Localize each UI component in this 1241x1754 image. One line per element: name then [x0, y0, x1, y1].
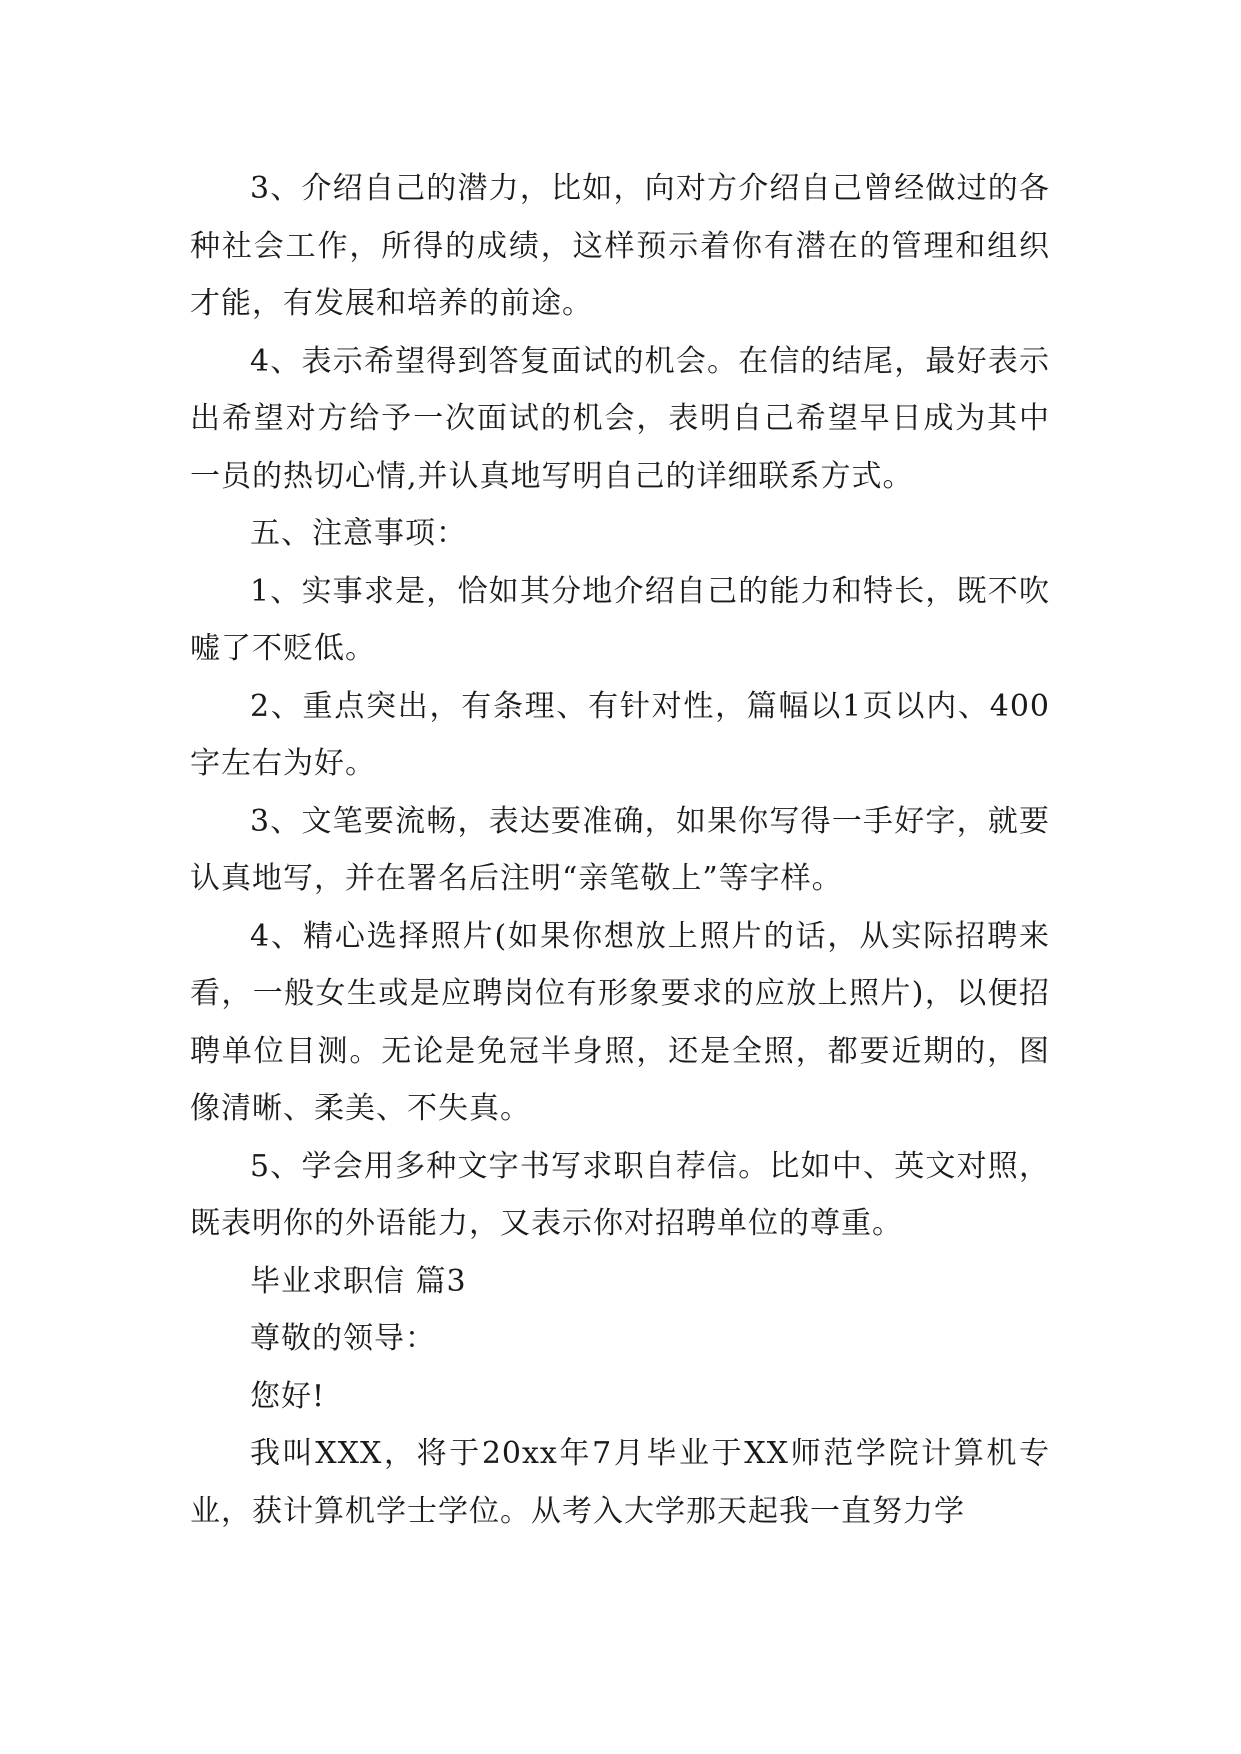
letter-greeting: 您好! [250, 1378, 326, 1414]
document-body [190, 160, 1050, 1540]
letter-intro-paragraph: 我叫XXX，将于20xx年7月毕业于XX师范学院计算机专业，获计算机学士学位。从考入大学那天起我一直努力学 [190, 1436, 1050, 1529]
paragraph-note-1: 1、实事求是，恰如其分地介绍自己的能力和特长，既不吹嘘了不贬低。 [190, 573, 1050, 666]
letter-salutation: 尊敬的领导： [250, 1321, 436, 1356]
letter-title: 毕业求职信 篇3 [250, 1263, 467, 1299]
section-heading-notes: 五、注意事项： [250, 516, 467, 551]
paragraph-note-4: 4、精心选择照片(如果你想放上照片的话，从实际招聘来看，一般女生或是应聘岗位有形象要求的应放上照片)，以便招聘单位目测。无论是免冠半身照，还是全照，都要近期的，图像清晰、柔美、不失真。 [190, 918, 1050, 1126]
paragraph-note-2: 2、重点突出，有条理、有针对性，篇幅以1页以内、400字左右为好。 [190, 688, 1050, 781]
paragraph-potential: 3、介绍自己的潜力，比如，向对方介绍自己曾经做过的各种社会工作，所得的成绩，这样预示着你有潜在的管理和组织才能，有发展和培养的前途。 [190, 171, 1050, 321]
paragraph-note-3: 3、文笔要流畅，表达要准确，如果你写得一手好字，就要认真地写，并在署名后注明“亲笔敬上”等字样。 [190, 803, 1050, 896]
paragraph-interview-request: 4、表示希望得到答复面试的机会。在信的结尾，最好表示出希望对方给予一次面试的机会，表明自己希望早日成为其中一员的热切心情,并认真地写明自己的详细联系方式。 [190, 343, 1050, 494]
paragraph-note-5: 5、学会用多种文字书写求职自荐信。比如中、英文对照，既表明你的外语能力，又表示你对招聘单位的尊重。 [190, 1148, 1050, 1241]
